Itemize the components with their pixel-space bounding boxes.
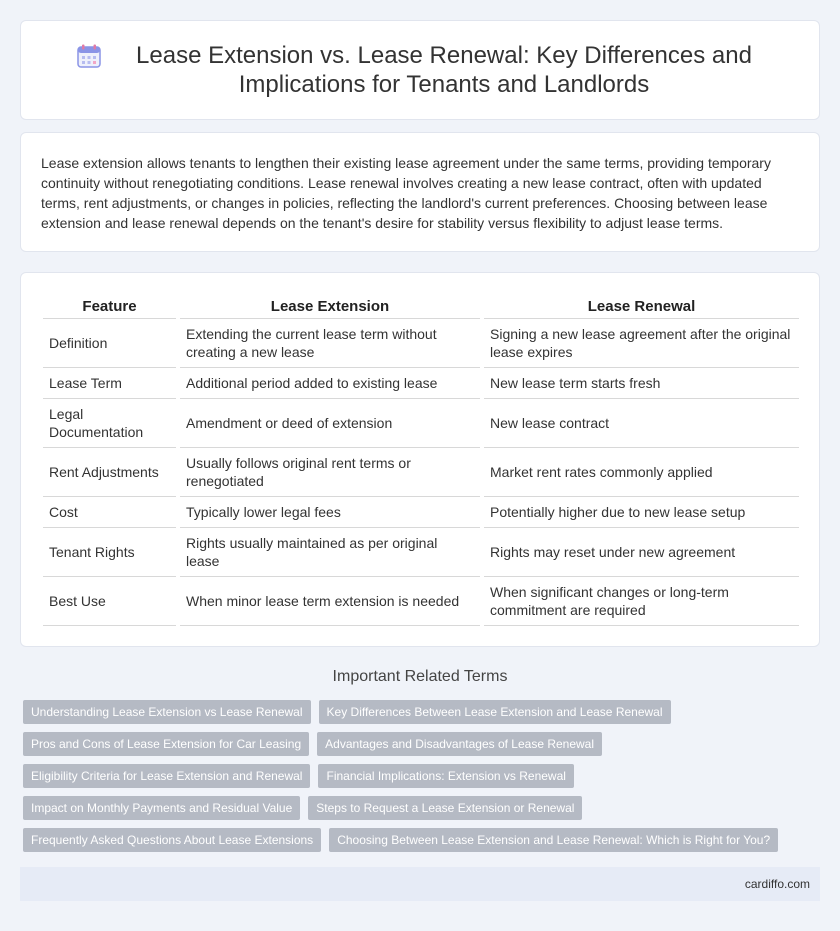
row-feature: Definition (43, 319, 176, 368)
row-renewal: When significant changes or long-term commitment are required (484, 577, 799, 626)
related-term-tag[interactable]: Frequently Asked Questions About Lease Extensions (23, 828, 321, 852)
related-terms-tags (23, 700, 823, 860)
related-term-tag[interactable]: Advantages and Disadvantages of Lease Renewal (317, 732, 602, 756)
comparison-table (39, 293, 803, 626)
header-lease-extension: Lease Extension (180, 293, 480, 319)
row-feature: Tenant Rights (43, 528, 176, 577)
row-extension: Extending the current lease term without creating a new lease (180, 319, 480, 368)
related-term-tag[interactable]: Key Differences Between Lease Extension and Lease Renewal (319, 700, 671, 724)
table-row (43, 497, 799, 528)
row-extension: Amendment or deed of extension (180, 399, 480, 448)
related-term-tag[interactable]: Choosing Between Lease Extension and Lease Renewal: Which is Right for You? (329, 828, 778, 852)
row-feature: Lease Term (43, 368, 176, 399)
calendar-icon (76, 43, 102, 69)
related-term-tag[interactable]: Understanding Lease Extension vs Lease Renewal (23, 700, 311, 724)
comparison-table-card (20, 272, 820, 647)
table-row (43, 528, 799, 577)
row-extension: When minor lease term extension is needed (180, 577, 480, 626)
tag-row (23, 732, 823, 756)
related-term-tag[interactable]: Pros and Cons of Lease Extension for Car Leasing (23, 732, 309, 756)
tag-row (23, 764, 823, 788)
related-term-tag[interactable]: Financial Implications: Extension vs Renewal (318, 764, 573, 788)
row-renewal: New lease term starts fresh (484, 368, 799, 399)
title-card (20, 20, 820, 120)
tag-row (23, 796, 823, 820)
row-renewal: New lease contract (484, 399, 799, 448)
table-row (43, 319, 799, 368)
row-feature: Best Use (43, 577, 176, 626)
related-term-tag[interactable]: Impact on Monthly Payments and Residual Value (23, 796, 300, 820)
intro-card (20, 132, 820, 252)
table-header-row (43, 293, 799, 319)
row-renewal: Potentially higher due to new lease setup (484, 497, 799, 528)
row-feature: Rent Adjustments (43, 448, 176, 497)
page-title: Lease Extension vs. Lease Renewal: Key Differences and Implications for Tenants and Landlords (136, 42, 752, 98)
row-extension: Additional period added to existing lease (180, 368, 480, 399)
table-row (43, 577, 799, 626)
intro-paragraph: Lease extension allows tenants to lengthen their existing lease agreement under the same terms, providing temporary continuity without renegotiating conditions. Lease renewal involves creating a new lease contract, often with updated terms, rent adjustments, or changes in policies, reflecting the landlord's current preferences. Choosing between lease extension and lease renewal depends on the tenant's desire for stability versus flexibility to adjust lease terms. (41, 155, 771, 231)
row-renewal: Rights may reset under new agreement (484, 528, 799, 577)
tag-row (23, 700, 823, 724)
row-feature: Legal Documentation (43, 399, 176, 448)
table-row (43, 448, 799, 497)
table-row (43, 368, 799, 399)
row-extension: Typically lower legal fees (180, 497, 480, 528)
related-term-tag[interactable]: Steps to Request a Lease Extension or Renewal (308, 796, 582, 820)
table-row (43, 399, 799, 448)
row-renewal: Signing a new lease agreement after the original lease expires (484, 319, 799, 368)
row-feature: Cost (43, 497, 176, 528)
row-renewal: Market rent rates commonly applied (484, 448, 799, 497)
related-term-tag[interactable]: Eligibility Criteria for Lease Extension and Renewal (23, 764, 310, 788)
header-lease-renewal: Lease Renewal (484, 293, 799, 319)
row-extension: Usually follows original rent terms or renegotiated (180, 448, 480, 497)
footer-site-link[interactable]: cardiffo.com (744, 877, 810, 891)
title-wrap (76, 41, 764, 99)
tag-row (23, 828, 823, 852)
header-feature: Feature (43, 293, 176, 319)
related-terms-title: Important Related Terms (332, 668, 508, 685)
row-extension: Rights usually maintained as per original lease (180, 528, 480, 577)
footer (20, 867, 820, 901)
